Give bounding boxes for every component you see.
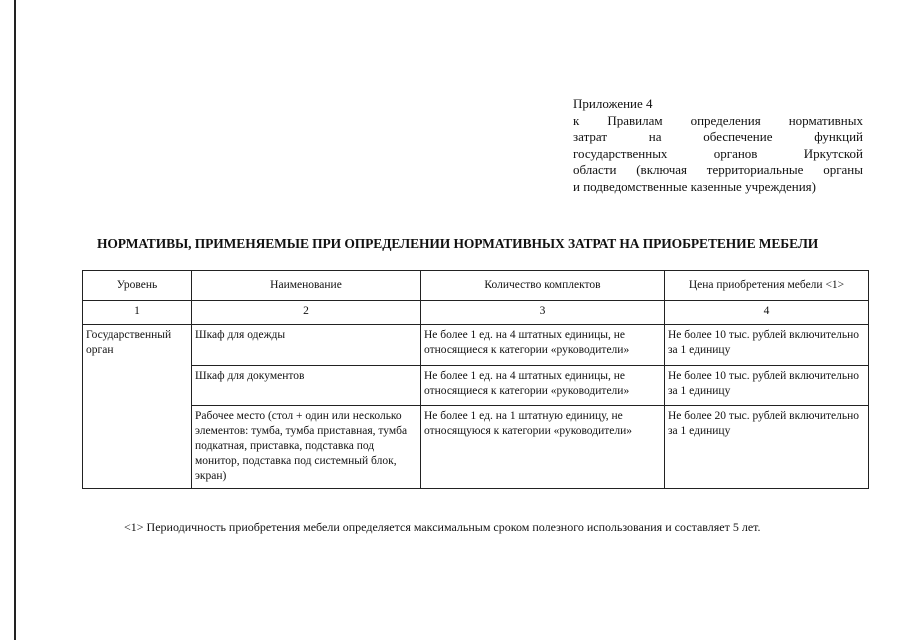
name-cell: Шкаф для одежды (192, 325, 421, 366)
table-row (83, 406, 869, 489)
appendix-line: к Правилам определения нормативных (573, 112, 863, 128)
column-header-price: Цена приобретения мебели <1> (665, 271, 869, 301)
column-number-row (83, 301, 869, 325)
column-header-quantity: Количество комплектов (421, 271, 665, 301)
norms-table (82, 270, 869, 489)
appendix-block (573, 96, 863, 195)
appendix-line: области (включая территориальные органы (573, 162, 863, 177)
scan-edge-line (14, 0, 16, 640)
price-cell: Не более 10 тыс. рублей включительно за 1 единицу (665, 325, 869, 366)
document-title: НОРМАТИВЫ, ПРИМЕНЯЕМЫЕ ПРИ ОПРЕДЕЛЕНИИ НОРМАТИВНЫХ ЗАТРАТ НА ПРИОБРЕТЕНИЕ МЕБЕЛИ (97, 236, 819, 251)
appendix-line: затрат на обеспечение функций (573, 129, 863, 144)
column-header-name: Наименование (192, 271, 421, 301)
table-row (83, 325, 869, 366)
price-cell: Не более 20 тыс. рублей включительно за 1 единицу (665, 406, 869, 489)
level-cell: Государственный орган (83, 325, 192, 489)
appendix-line: государственных органов Иркутской (573, 145, 863, 161)
quantity-cell: Не более 1 ед. на 4 штатных единицы, не относящиеся к категории «руководители» (421, 325, 665, 366)
footnote: <1> Периодичность приобретения мебели определяется максимальным сроком полезного использования и составляет 5 лет. (124, 520, 761, 534)
quantity-cell: Не более 1 ед. на 1 штатную единицу, не относящуюся к категории «руководители» (421, 406, 665, 489)
column-number: 4 (665, 301, 869, 325)
column-number: 2 (192, 301, 421, 325)
column-header-level: Уровень (83, 271, 192, 301)
quantity-cell: Не более 1 ед. на 4 штатных единицы, не относящиеся к категории «руководители» (421, 366, 665, 406)
column-number: 3 (421, 301, 665, 325)
table-row (83, 366, 869, 406)
name-cell: Шкаф для документов (192, 366, 421, 406)
column-number: 1 (83, 301, 192, 325)
appendix-line: и подведомственные казенные учреждения) (573, 178, 816, 194)
table-header-row (83, 271, 869, 301)
appendix-heading: Приложение 4 (573, 96, 653, 111)
price-cell: Не более 10 тыс. рублей включительно за 1 единицу (665, 366, 869, 406)
name-cell: Рабочее место (стол + один или несколько элементов: тумба, тумба приставная, тумба подкатная, приставка, подставка под монитор, подставка под системный блок, экран) (192, 406, 421, 489)
